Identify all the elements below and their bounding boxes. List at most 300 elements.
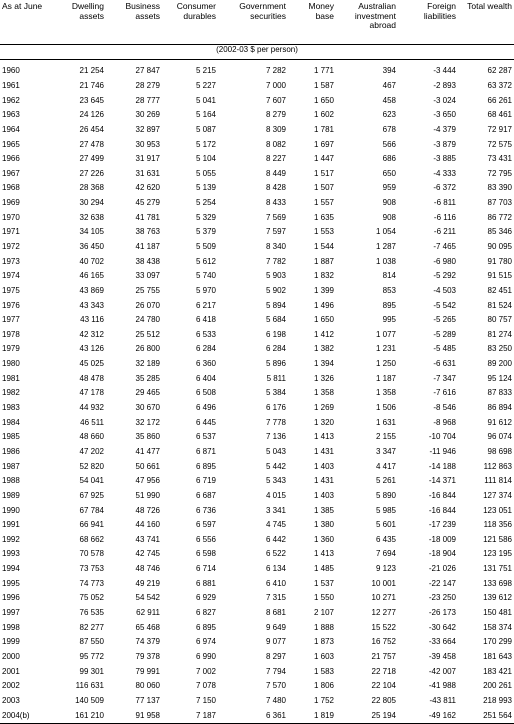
row-year: 1975 (2, 285, 20, 295)
table-cell: 131 751 (483, 564, 512, 574)
table-cell: 1 631 (375, 417, 396, 427)
table-cell: -6 372 (433, 183, 456, 193)
row-year: 1986 (2, 446, 20, 456)
table-cell: 1 326 (313, 373, 334, 383)
table-row (0, 93, 514, 108)
table-cell: 42 745 (135, 549, 160, 559)
row-year: 1984 (2, 417, 20, 427)
row-year: 1977 (2, 315, 20, 325)
table-cell: 22 104 (371, 681, 396, 691)
table-cell: 1 650 (313, 315, 334, 325)
table-cell: 6 445 (195, 417, 216, 427)
table-cell: 35 285 (135, 373, 160, 383)
table-cell: 200 261 (483, 681, 512, 691)
table-cell: 6 929 (195, 593, 216, 603)
table-cell: 116 631 (75, 681, 104, 691)
row-year: 1999 (2, 637, 20, 647)
table-cell: -26 173 (428, 608, 456, 618)
table-cell: 31 631 (135, 168, 160, 178)
table-cell: 5 896 (265, 359, 286, 369)
table-row (0, 342, 514, 357)
table-cell: 6 598 (195, 549, 216, 559)
table-cell: 35 860 (135, 432, 160, 442)
table-cell: -14 371 (428, 476, 456, 486)
table-cell: -18 009 (428, 534, 456, 544)
table-cell: 140 509 (75, 695, 104, 705)
table-row (0, 708, 514, 723)
table-cell: 6 714 (195, 564, 216, 574)
table-row (0, 313, 514, 328)
row-year: 1979 (2, 344, 20, 354)
table-cell: 1 269 (313, 403, 334, 413)
table-cell: 48 478 (79, 373, 104, 383)
table-cell: -49 162 (398, 708, 458, 723)
table-cell: 48 726 (135, 505, 160, 515)
table-cell: 8 082 (265, 139, 286, 149)
table-cell: 32 638 (79, 212, 104, 222)
table-cell: 7 000 (265, 80, 286, 90)
table-cell: 6 895 (195, 461, 216, 471)
table-row (0, 445, 514, 460)
table-cell: 7 778 (265, 417, 286, 427)
table-cell: 1 587 (313, 80, 334, 90)
table-cell: 47 178 (79, 388, 104, 398)
table-cell: 34 105 (79, 227, 104, 237)
table-cell: 41 781 (135, 212, 160, 222)
table-cell: 1 557 (313, 198, 334, 208)
row-year: 1987 (2, 461, 20, 471)
row-year: 1985 (2, 432, 20, 442)
row-year: 1980 (2, 359, 20, 369)
table-cell: 5 811 (266, 373, 286, 383)
table-cell: 66 941 (79, 520, 104, 530)
table-cell: 5 172 (195, 139, 216, 149)
table-cell: 43 116 (80, 315, 104, 325)
table-cell: 41 187 (135, 242, 160, 251)
table-cell: 27 226 (79, 168, 104, 178)
table-cell: 467 (382, 80, 396, 90)
row-year: 2001 (2, 666, 20, 676)
table-cell: 5 087 (195, 124, 216, 134)
table-cell: 5 601 (375, 520, 396, 530)
table-cell: 68 461 (487, 110, 512, 120)
table-cell: 7 570 (265, 681, 286, 691)
row-year: 1968 (2, 183, 20, 193)
table-cell: 1 873 (313, 637, 334, 647)
table-cell: 1 553 (313, 227, 334, 237)
table-cell: 8 433 (265, 198, 286, 208)
table-row (0, 181, 514, 196)
table-cell: 27 847 (135, 66, 160, 76)
table-cell: 15 522 (371, 622, 396, 632)
table-cell: 5 261 (375, 476, 396, 486)
table-cell: 5 890 (375, 490, 396, 500)
row-year: 1970 (2, 212, 20, 222)
table-cell: 28 368 (79, 183, 104, 193)
table-cell: 111 814 (484, 476, 512, 486)
table-row (0, 430, 514, 445)
table-cell: 1 382 (313, 344, 334, 354)
table-cell: -8 968 (433, 417, 456, 427)
header-row (0, 0, 514, 45)
units-row (0, 45, 514, 60)
table-cell: 79 991 (135, 666, 160, 676)
table-cell: 1 602 (313, 110, 334, 120)
table-cell: 91 958 (106, 708, 162, 723)
table-cell: 170 299 (483, 637, 512, 647)
table-cell: 251 564 (458, 708, 514, 723)
table-cell: 7 607 (265, 95, 286, 105)
table-cell: 10 271 (371, 593, 396, 603)
table-cell: 118 356 (483, 520, 512, 530)
table-cell: 908 (382, 198, 396, 208)
table-row (0, 591, 514, 606)
table-cell: 95 124 (487, 373, 512, 383)
table-row (0, 225, 514, 240)
table-cell: 75 052 (79, 593, 104, 603)
table-cell: 80 757 (487, 315, 512, 325)
table-cell: 1 403 (313, 461, 334, 471)
table-cell: 46 165 (79, 271, 104, 281)
table-cell: 5 329 (195, 212, 216, 222)
table-cell: 30 294 (79, 198, 104, 208)
table-cell: 6 360 (195, 359, 216, 369)
table-cell: 27 478 (79, 139, 104, 149)
table-cell: 6 871 (195, 446, 216, 456)
row-year: 1993 (2, 549, 20, 559)
table-cell: 79 378 (135, 651, 160, 661)
table-cell: 853 (382, 285, 396, 295)
row-year: 1990 (2, 505, 20, 515)
table-cell: 7 782 (265, 256, 286, 266)
table-cell: 5 985 (375, 505, 396, 515)
table-cell: 24 126 (79, 110, 104, 120)
table-row (0, 137, 514, 152)
table-cell: 5 970 (195, 285, 216, 295)
table-cell: -7 465 (433, 242, 456, 251)
table-row (0, 679, 514, 694)
row-year: 2004(b) (0, 708, 52, 723)
table-row (0, 503, 514, 518)
table-row (0, 60, 514, 79)
table-cell: 6 827 (195, 608, 216, 618)
row-year: 1981 (2, 373, 20, 383)
table-cell: 21 254 (79, 66, 104, 76)
table-cell: 32 189 (135, 359, 160, 369)
table-cell: 1 506 (375, 403, 396, 413)
col-header-business: Business assets (106, 0, 162, 45)
table-cell: 52 820 (79, 461, 104, 471)
table-cell: 6 974 (195, 637, 216, 647)
table-cell: 5 902 (265, 285, 286, 295)
row-year: 1971 (2, 227, 20, 237)
table-cell: 1 054 (375, 227, 396, 237)
table-cell: -4 379 (433, 124, 456, 134)
table-cell: 16 752 (371, 637, 396, 647)
col-header-total-wealth: Total wealth (458, 0, 514, 45)
table-cell: 99 301 (79, 666, 104, 676)
table-row (0, 606, 514, 621)
table-cell: 1 447 (313, 154, 334, 164)
table-cell: 6 404 (195, 373, 216, 383)
table-cell: 6 533 (195, 329, 216, 339)
table-cell: 686 (382, 154, 396, 164)
table-cell: 8 681 (265, 608, 286, 618)
table-cell: 1 358 (313, 388, 334, 398)
table-cell: -5 485 (433, 344, 456, 354)
table-cell: 6 442 (265, 534, 286, 544)
table-cell: 3 341 (265, 505, 286, 515)
table-cell: 7 480 (265, 695, 286, 705)
table-cell: -10 704 (428, 432, 456, 442)
table-cell: -3 650 (433, 110, 456, 120)
table-cell: -6 980 (433, 256, 456, 266)
table-row (0, 269, 514, 284)
table-cell: 73 431 (487, 154, 512, 164)
table-cell: 26 454 (79, 124, 104, 134)
table-cell: -16 844 (428, 505, 456, 515)
table-cell: 5 164 (195, 110, 216, 120)
table-cell: 31 917 (135, 154, 160, 164)
table-cell: 63 372 (487, 80, 512, 90)
row-year: 1963 (2, 110, 20, 120)
table-cell: 91 515 (487, 271, 512, 281)
table-cell: 25 512 (135, 329, 160, 339)
table-cell: 1 583 (313, 666, 334, 676)
table-cell: 6 410 (265, 578, 286, 588)
table-cell: 43 343 (79, 300, 104, 310)
col-header-money-base: Money base (288, 0, 336, 45)
table-cell: 7 187 (162, 708, 218, 723)
table-cell: 5 215 (195, 66, 216, 76)
table-cell: 6 418 (195, 315, 216, 325)
table-cell: 6 522 (265, 549, 286, 559)
table-cell: 98 698 (487, 446, 512, 456)
table-cell: 82 277 (79, 622, 104, 632)
table-row (0, 298, 514, 313)
table-cell: 5 254 (195, 198, 216, 208)
table-cell: 87 550 (79, 637, 104, 647)
table-cell: 67 925 (79, 490, 104, 500)
table-row (0, 474, 514, 489)
table-row (0, 694, 514, 709)
table-cell: -7 347 (433, 373, 456, 383)
table-cell: 1 603 (313, 651, 334, 661)
table-cell: 1 320 (313, 417, 334, 427)
table-row (0, 415, 514, 430)
table-cell: 1 413 (313, 432, 334, 442)
table-cell: 54 041 (79, 476, 104, 486)
table-cell: 41 477 (135, 446, 160, 456)
table-cell: 50 661 (135, 461, 160, 471)
table-cell: 5 104 (195, 154, 216, 164)
row-year: 1997 (2, 608, 20, 618)
table-cell: 1 781 (313, 124, 334, 134)
table-cell: 5 894 (265, 300, 286, 310)
table-cell: 959 (382, 183, 396, 193)
row-year: 1967 (2, 168, 20, 178)
table-cell: 81 524 (487, 300, 512, 310)
table-cell: 83 250 (487, 344, 512, 354)
table-cell: 10 001 (371, 578, 396, 588)
table-cell: 1 231 (375, 344, 396, 354)
table-row (0, 152, 514, 167)
table-cell: 30 269 (135, 110, 160, 120)
table-cell: 42 620 (135, 183, 160, 193)
table-cell: 3 347 (375, 446, 396, 456)
table-cell: -6 811 (433, 198, 456, 208)
table-cell: 46 511 (80, 417, 104, 427)
table-cell: -21 026 (428, 564, 456, 574)
table-cell: -5 289 (433, 329, 456, 339)
table-cell: 5 041 (195, 95, 216, 105)
table-cell: 1 887 (313, 256, 334, 266)
table-cell: 181 643 (483, 651, 512, 661)
table-cell: 814 (382, 271, 396, 281)
table-cell: 7 002 (195, 666, 216, 676)
table-cell: 1 431 (313, 446, 334, 456)
table-cell: 9 123 (375, 564, 396, 574)
col-header-dwelling: Dwelling assets (52, 0, 106, 45)
table-cell: 44 160 (135, 520, 160, 530)
table-cell: 1 485 (313, 564, 334, 574)
table-cell: 62 287 (487, 66, 512, 76)
row-year: 1995 (2, 578, 20, 588)
table-cell: 74 773 (79, 578, 104, 588)
table-cell: 7 694 (375, 549, 396, 559)
table-cell: 6 134 (265, 564, 286, 574)
table-cell: 4 745 (265, 520, 286, 530)
table-cell: -5 292 (433, 271, 456, 281)
row-year: 1982 (2, 388, 20, 398)
row-year: 1974 (2, 271, 20, 281)
table-cell: 6 881 (195, 578, 216, 588)
row-year: 1994 (2, 564, 20, 574)
table-cell: 67 784 (79, 505, 104, 515)
table-cell: 90 095 (487, 242, 512, 251)
table-cell: -3 024 (433, 95, 456, 105)
table-cell: 21 746 (79, 80, 104, 90)
table-cell: 133 698 (483, 578, 512, 588)
table-cell: -39 458 (428, 651, 456, 661)
table-cell: -17 239 (428, 520, 456, 530)
table-cell: -42 007 (428, 666, 456, 676)
table-cell: 48 660 (79, 432, 104, 442)
table-cell: 2 155 (375, 432, 396, 442)
table-cell: -18 904 (428, 549, 456, 559)
table-cell: 25 194 (336, 708, 398, 723)
table-cell: 6 556 (195, 534, 216, 544)
table-cell: -14 188 (428, 461, 456, 471)
table-cell: 5 055 (195, 168, 216, 178)
table-cell: 65 468 (135, 622, 160, 632)
table-row (0, 328, 514, 343)
table-cell: 7 282 (265, 66, 286, 76)
row-year: 1996 (2, 593, 20, 603)
table-cell: 70 578 (79, 549, 104, 559)
table-row (0, 547, 514, 562)
table-cell: 123 195 (483, 549, 512, 559)
table-cell: 4 417 (375, 461, 396, 471)
table-cell: 9 077 (265, 637, 286, 647)
table-cell: 89 200 (487, 359, 512, 369)
table-cell: 8 297 (265, 651, 286, 661)
table-cell: 566 (382, 139, 396, 149)
table-body (0, 60, 514, 724)
table-cell: 7 136 (265, 432, 286, 442)
table-cell: 86 772 (487, 212, 512, 222)
table-cell: 85 346 (487, 227, 512, 237)
table-cell: 76 535 (79, 608, 104, 618)
table-cell: 25 755 (135, 285, 160, 295)
table-cell: -2 893 (433, 80, 456, 90)
table-cell: 1 413 (313, 549, 334, 559)
table-cell: 6 361 (218, 708, 288, 723)
table-cell: 1 287 (375, 242, 396, 251)
table-cell: 72 575 (487, 139, 512, 149)
row-year: 1972 (2, 242, 20, 251)
table-cell: 1 358 (375, 388, 396, 398)
table-cell: 1 380 (313, 520, 334, 530)
table-cell: 48 746 (135, 564, 160, 574)
table-cell: 45 279 (135, 198, 160, 208)
row-year: 1991 (2, 520, 20, 530)
row-year: 2000 (2, 651, 20, 661)
table-row (0, 650, 514, 665)
table-cell: 38 763 (135, 227, 160, 237)
table-cell: -23 250 (428, 593, 456, 603)
table-cell: 458 (382, 95, 396, 105)
row-year: 1978 (2, 329, 20, 339)
table-cell: 127 374 (483, 490, 512, 500)
table-cell: 6 508 (195, 388, 216, 398)
table-cell: 49 219 (135, 578, 160, 588)
table-cell: 150 481 (483, 608, 512, 618)
table-cell: 24 780 (135, 315, 160, 325)
table-cell: 22 718 (371, 666, 396, 676)
table-cell: 6 284 (265, 344, 286, 354)
table-cell: 1 537 (313, 578, 334, 588)
table-cell: 68 662 (79, 534, 104, 544)
table-cell: 678 (382, 124, 396, 134)
table-cell: 62 911 (136, 608, 160, 618)
table-cell: 1 394 (313, 359, 334, 369)
table-cell: 66 261 (487, 95, 512, 105)
table-cell: 23 645 (79, 95, 104, 105)
table-cell: 6 990 (195, 651, 216, 661)
table-cell: 1 507 (313, 183, 334, 193)
table-cell: 87 703 (487, 198, 512, 208)
table-cell: 1 832 (313, 271, 334, 281)
table-cell: -41 988 (428, 681, 456, 691)
table-cell: 5 509 (195, 242, 216, 251)
table-cell: -3 879 (433, 139, 456, 149)
table-cell: 45 025 (79, 359, 104, 369)
table-cell: 1 819 (288, 708, 336, 723)
row-year: 1992 (2, 534, 20, 544)
table-cell: 5 740 (195, 271, 216, 281)
table-cell: 1 431 (313, 476, 334, 486)
table-cell: 2 107 (313, 608, 334, 618)
table-row (0, 562, 514, 577)
table-cell: 5 612 (195, 256, 216, 266)
row-year: 1966 (2, 154, 20, 164)
table-cell: -4 333 (433, 168, 456, 178)
table-cell: 123 051 (483, 505, 512, 515)
col-header-gov-securities: Government securities (218, 0, 288, 45)
table-cell: 7 597 (265, 227, 286, 237)
row-year: 1973 (2, 256, 20, 266)
